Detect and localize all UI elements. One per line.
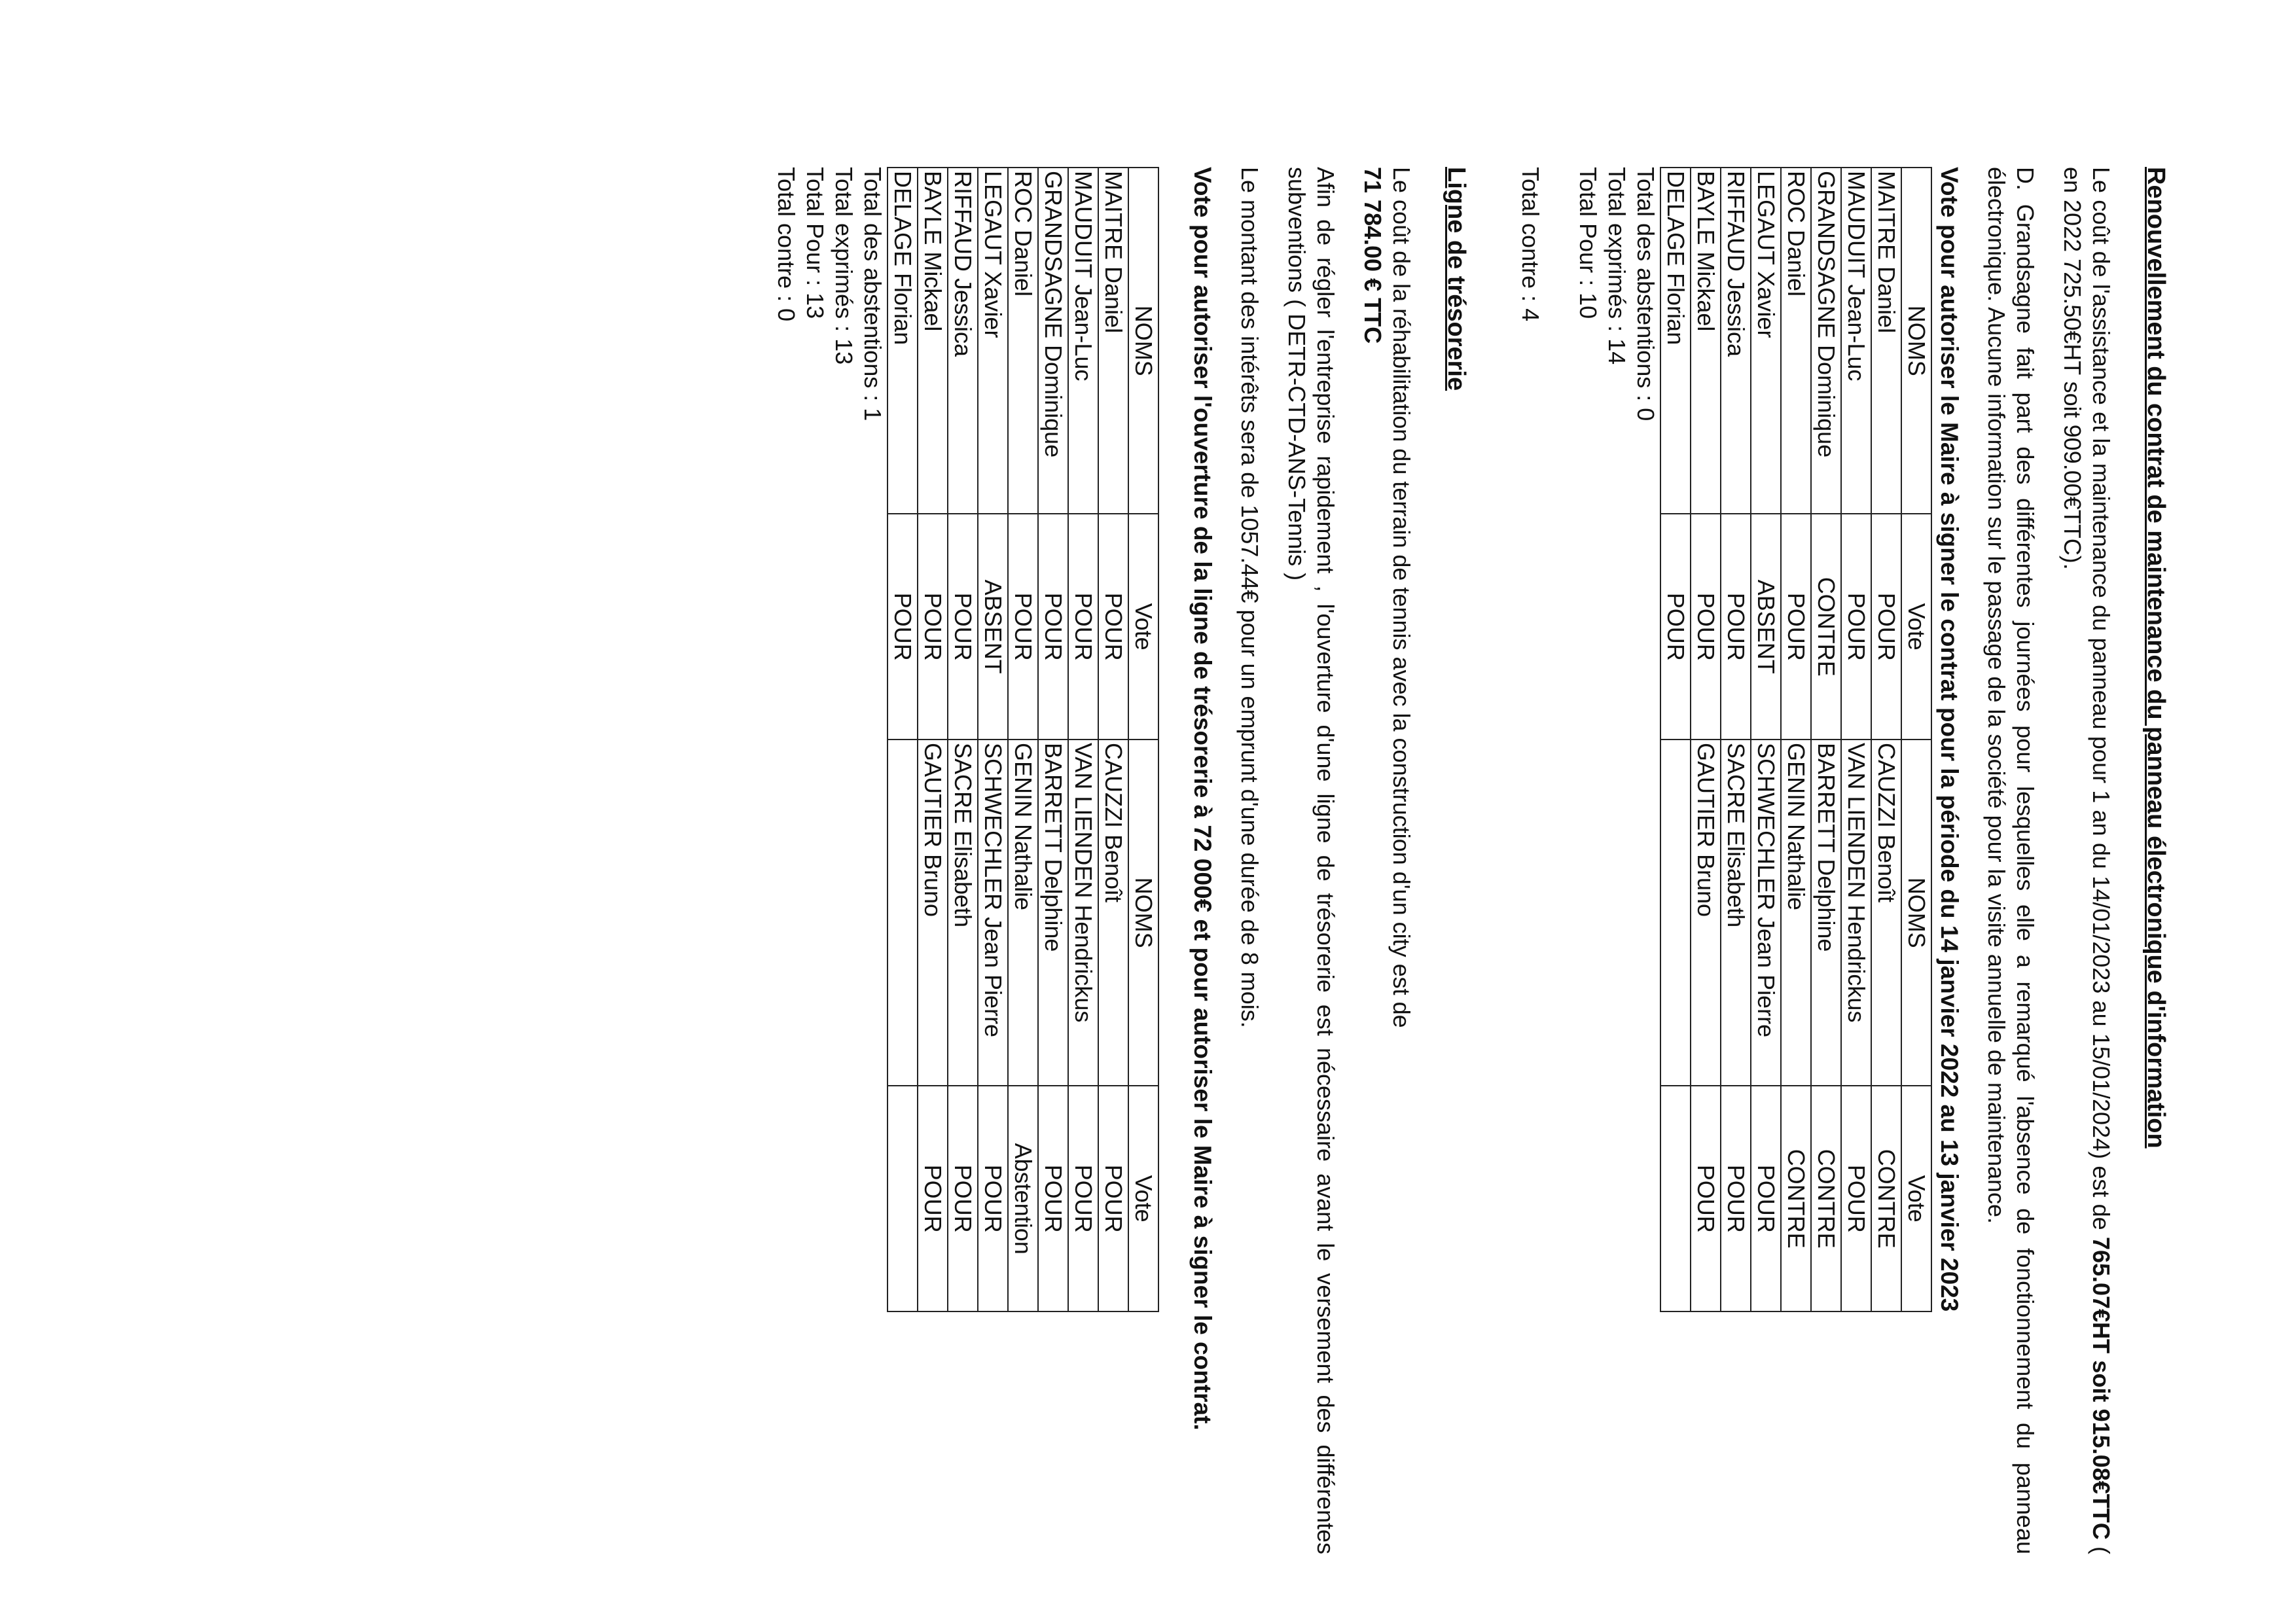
- total-line: Total contre : 0: [773, 167, 800, 322]
- total-line: Total contre : 4: [1517, 167, 1544, 322]
- member-vote: POUR: [1068, 1086, 1098, 1311]
- document-page: [141, 167, 2170, 1554]
- member-name: MAUDUIT Jean-Luc: [1068, 168, 1098, 514]
- member-name: GRANDSAGNE Dominique: [1811, 168, 1841, 514]
- table-header-row: [1901, 168, 1931, 1311]
- member-vote: POUR: [948, 1086, 978, 1311]
- member-vote: POUR: [1721, 514, 1751, 740]
- member-vote: ABSENT: [1751, 514, 1781, 740]
- member-name: GENIN Nathalie: [1781, 740, 1811, 1086]
- section1-vote-title: Vote pour autoriser le Maire à signer le contrat pour la période du 14 janvier 2022 au 13 janvier 2023: [1936, 167, 1963, 1312]
- member-vote: POUR: [1841, 1086, 1871, 1311]
- member-vote: POUR: [1691, 514, 1721, 740]
- member-vote: POUR: [978, 1086, 1008, 1311]
- total-line: Total Pour : 10: [1575, 167, 1602, 319]
- member-vote: [888, 1086, 918, 1311]
- section2-cost-paragraph: [1358, 167, 1416, 1554]
- member-vote: POUR: [1721, 1086, 1751, 1311]
- table-row: [1008, 168, 1038, 1311]
- table-row: [1871, 168, 1901, 1311]
- section1-totals: [1516, 167, 1660, 1554]
- table-row: [918, 168, 948, 1311]
- member-name: MAITRE Daniel: [1098, 168, 1128, 514]
- table-row: [948, 168, 978, 1311]
- member-name: GAUTIER Bruno: [918, 740, 948, 1086]
- section2-title: Ligne de trésorerie: [1443, 167, 1470, 391]
- member-vote: POUR: [1841, 514, 1871, 740]
- member-vote: POUR: [1751, 1086, 1781, 1311]
- member-name: GAUTIER Bruno: [1691, 740, 1721, 1086]
- total-line: Total des abstentions : 1: [859, 167, 886, 421]
- section1-cost-paragraph: [2058, 167, 2115, 1554]
- member-vote: ABSENT: [978, 514, 1008, 740]
- member-name: SCHWECHLER Jean Pierre: [1751, 740, 1781, 1086]
- member-name: MAITRE Daniel: [1871, 168, 1901, 514]
- total-line: Total exprimés : 13: [831, 167, 857, 365]
- header-vote: Vote: [1901, 514, 1931, 740]
- member-name: ROC Daniel: [1008, 168, 1038, 514]
- member-name: VAN LIENDEN Hendrickus: [1068, 740, 1098, 1086]
- section1-cost-text: Le coût de l'assistance et la maintenance du panneau pour 1 an du 14/01/2023 au 15/01/2024) est de: [2088, 167, 2115, 1237]
- member-vote: CONTRE: [1811, 1086, 1841, 1311]
- section2-cost-text: Le coût de la réhabilitation du terrain de tennis avec la construction d'un city est de: [1388, 167, 1415, 1028]
- member-vote: POUR: [1691, 1086, 1721, 1311]
- member-vote: POUR: [1038, 514, 1068, 740]
- header-noms: NOMS: [1901, 740, 1931, 1086]
- header-noms: NOMS: [1901, 168, 1931, 514]
- section1-cost-amount: 765.07€HT soit 915.08€TTC: [2088, 1236, 2115, 1540]
- total-line: [1545, 167, 1573, 1554]
- member-vote: POUR: [1008, 514, 1038, 740]
- section2-cost-amount: 71 784.00 € TTC: [1359, 167, 1386, 344]
- member-name: SCHWECHLER Jean Pierre: [978, 740, 1008, 1086]
- table-row: [1068, 168, 1098, 1311]
- total-line: Total Pour : 13: [802, 167, 829, 319]
- member-name: DELAGE Florian: [1660, 168, 1691, 514]
- member-name: VAN LIENDEN Hendrickus: [1841, 740, 1871, 1086]
- header-vote: Vote: [1128, 514, 1158, 740]
- member-vote: POUR: [1068, 514, 1098, 740]
- section1-remark-paragraph: D. Grandsagne fait part des différentes journées pour lesquelles elle a remarqué l'absence de fonctionnement du panneau électronique. Aucune information sur le passage de la société pour la visite annuelle de maintenance.: [1983, 167, 2039, 1554]
- section2-reason-paragraph: Afin de régler l'entreprise rapidement , l'ouverture d'une ligne de trésorerie est nécessaire avant le versement des différentes subventions ( DETR-CTD-ANS-Tennis ): [1283, 167, 1339, 1554]
- table-row: [978, 168, 1008, 1311]
- member-vote: POUR: [1871, 514, 1901, 740]
- header-vote: Vote: [1901, 1086, 1931, 1311]
- table-row: [1811, 168, 1841, 1311]
- table-row: [1691, 168, 1721, 1311]
- member-vote: CONTRE: [1871, 1086, 1901, 1311]
- member-vote: POUR: [1098, 1086, 1128, 1311]
- member-vote: POUR: [1781, 514, 1811, 740]
- member-vote: POUR: [888, 514, 918, 740]
- member-name: ROC Daniel: [1781, 168, 1811, 514]
- table-row: [1098, 168, 1128, 1311]
- section1-vote-table: [1660, 167, 1932, 1312]
- header-vote: Vote: [1128, 1086, 1158, 1311]
- total-line: Total exprimés : 14: [1604, 167, 1630, 365]
- table-row: [1841, 168, 1871, 1311]
- section2-totals: [772, 167, 887, 1554]
- header-noms: NOMS: [1128, 168, 1158, 514]
- table-header-row: [1128, 168, 1158, 1311]
- member-name: SACRE Elisabeth: [1721, 740, 1751, 1086]
- member-name: GENIN Nathalie: [1008, 740, 1038, 1086]
- member-vote: POUR: [1038, 1086, 1068, 1311]
- member-vote: Abstention: [1008, 1086, 1038, 1311]
- table-row: [1721, 168, 1751, 1311]
- member-name: GRANDSAGNE Dominique: [1038, 168, 1068, 514]
- member-name: SACRE Elisabeth: [948, 740, 978, 1086]
- table-row: [1038, 168, 1068, 1311]
- member-name: RIFFAUD Jessica: [948, 168, 978, 514]
- section1-cost-previous: ( en 2022 725.50€HT soit 909.00€TTC).: [2059, 167, 2115, 1555]
- member-name: BAYLE Mickael: [1691, 168, 1721, 514]
- header-noms: NOMS: [1128, 740, 1158, 1086]
- member-vote: POUR: [918, 1086, 948, 1311]
- member-name: BAYLE Mickael: [918, 168, 948, 514]
- total-line: Total des abstentions : 0: [1632, 167, 1659, 421]
- member-name: CAUZZI Benoît: [1098, 740, 1128, 1086]
- member-name: LEGAUT Xavier: [978, 168, 1008, 514]
- member-name: MAUDUIT Jean-Luc: [1841, 168, 1871, 514]
- section2-vote-table: [887, 167, 1159, 1312]
- section1-title: Renouvellement du contrat de maintenance du panneau électronique d'information: [2142, 167, 2170, 1149]
- member-name: CAUZZI Benoît: [1871, 740, 1901, 1086]
- member-vote: CONTRE: [1811, 514, 1841, 740]
- member-name: [888, 740, 918, 1086]
- member-name: RIFFAUD Jessica: [1721, 168, 1751, 514]
- section2-interest-paragraph: Le montant des intérêts sera de 1057.44€ pour un emprunt d'une durée de 8 mois.: [1236, 167, 1263, 1028]
- member-vote: POUR: [948, 514, 978, 740]
- table-row: [1751, 168, 1781, 1311]
- member-vote: POUR: [1098, 514, 1128, 740]
- member-vote: POUR: [1660, 514, 1691, 740]
- member-vote: POUR: [918, 514, 948, 740]
- member-name: BARRETT Delphine: [1811, 740, 1841, 1086]
- table-row: [1660, 168, 1691, 1311]
- member-vote: [1660, 1086, 1691, 1311]
- member-name: LEGAUT Xavier: [1751, 168, 1781, 514]
- table-row: [888, 168, 918, 1311]
- member-name: BARRETT Delphine: [1038, 740, 1068, 1086]
- member-vote: CONTRE: [1781, 1086, 1811, 1311]
- section2-vote-title: Vote pour autoriser l'ouverture de la ligne de trésorerie à 72 000€ et pour autoriser le Maire à signer le contrat.: [1189, 167, 1216, 1431]
- table-row: [1781, 168, 1811, 1311]
- member-name: DELAGE Florian: [888, 168, 918, 514]
- member-name: [1660, 740, 1691, 1086]
